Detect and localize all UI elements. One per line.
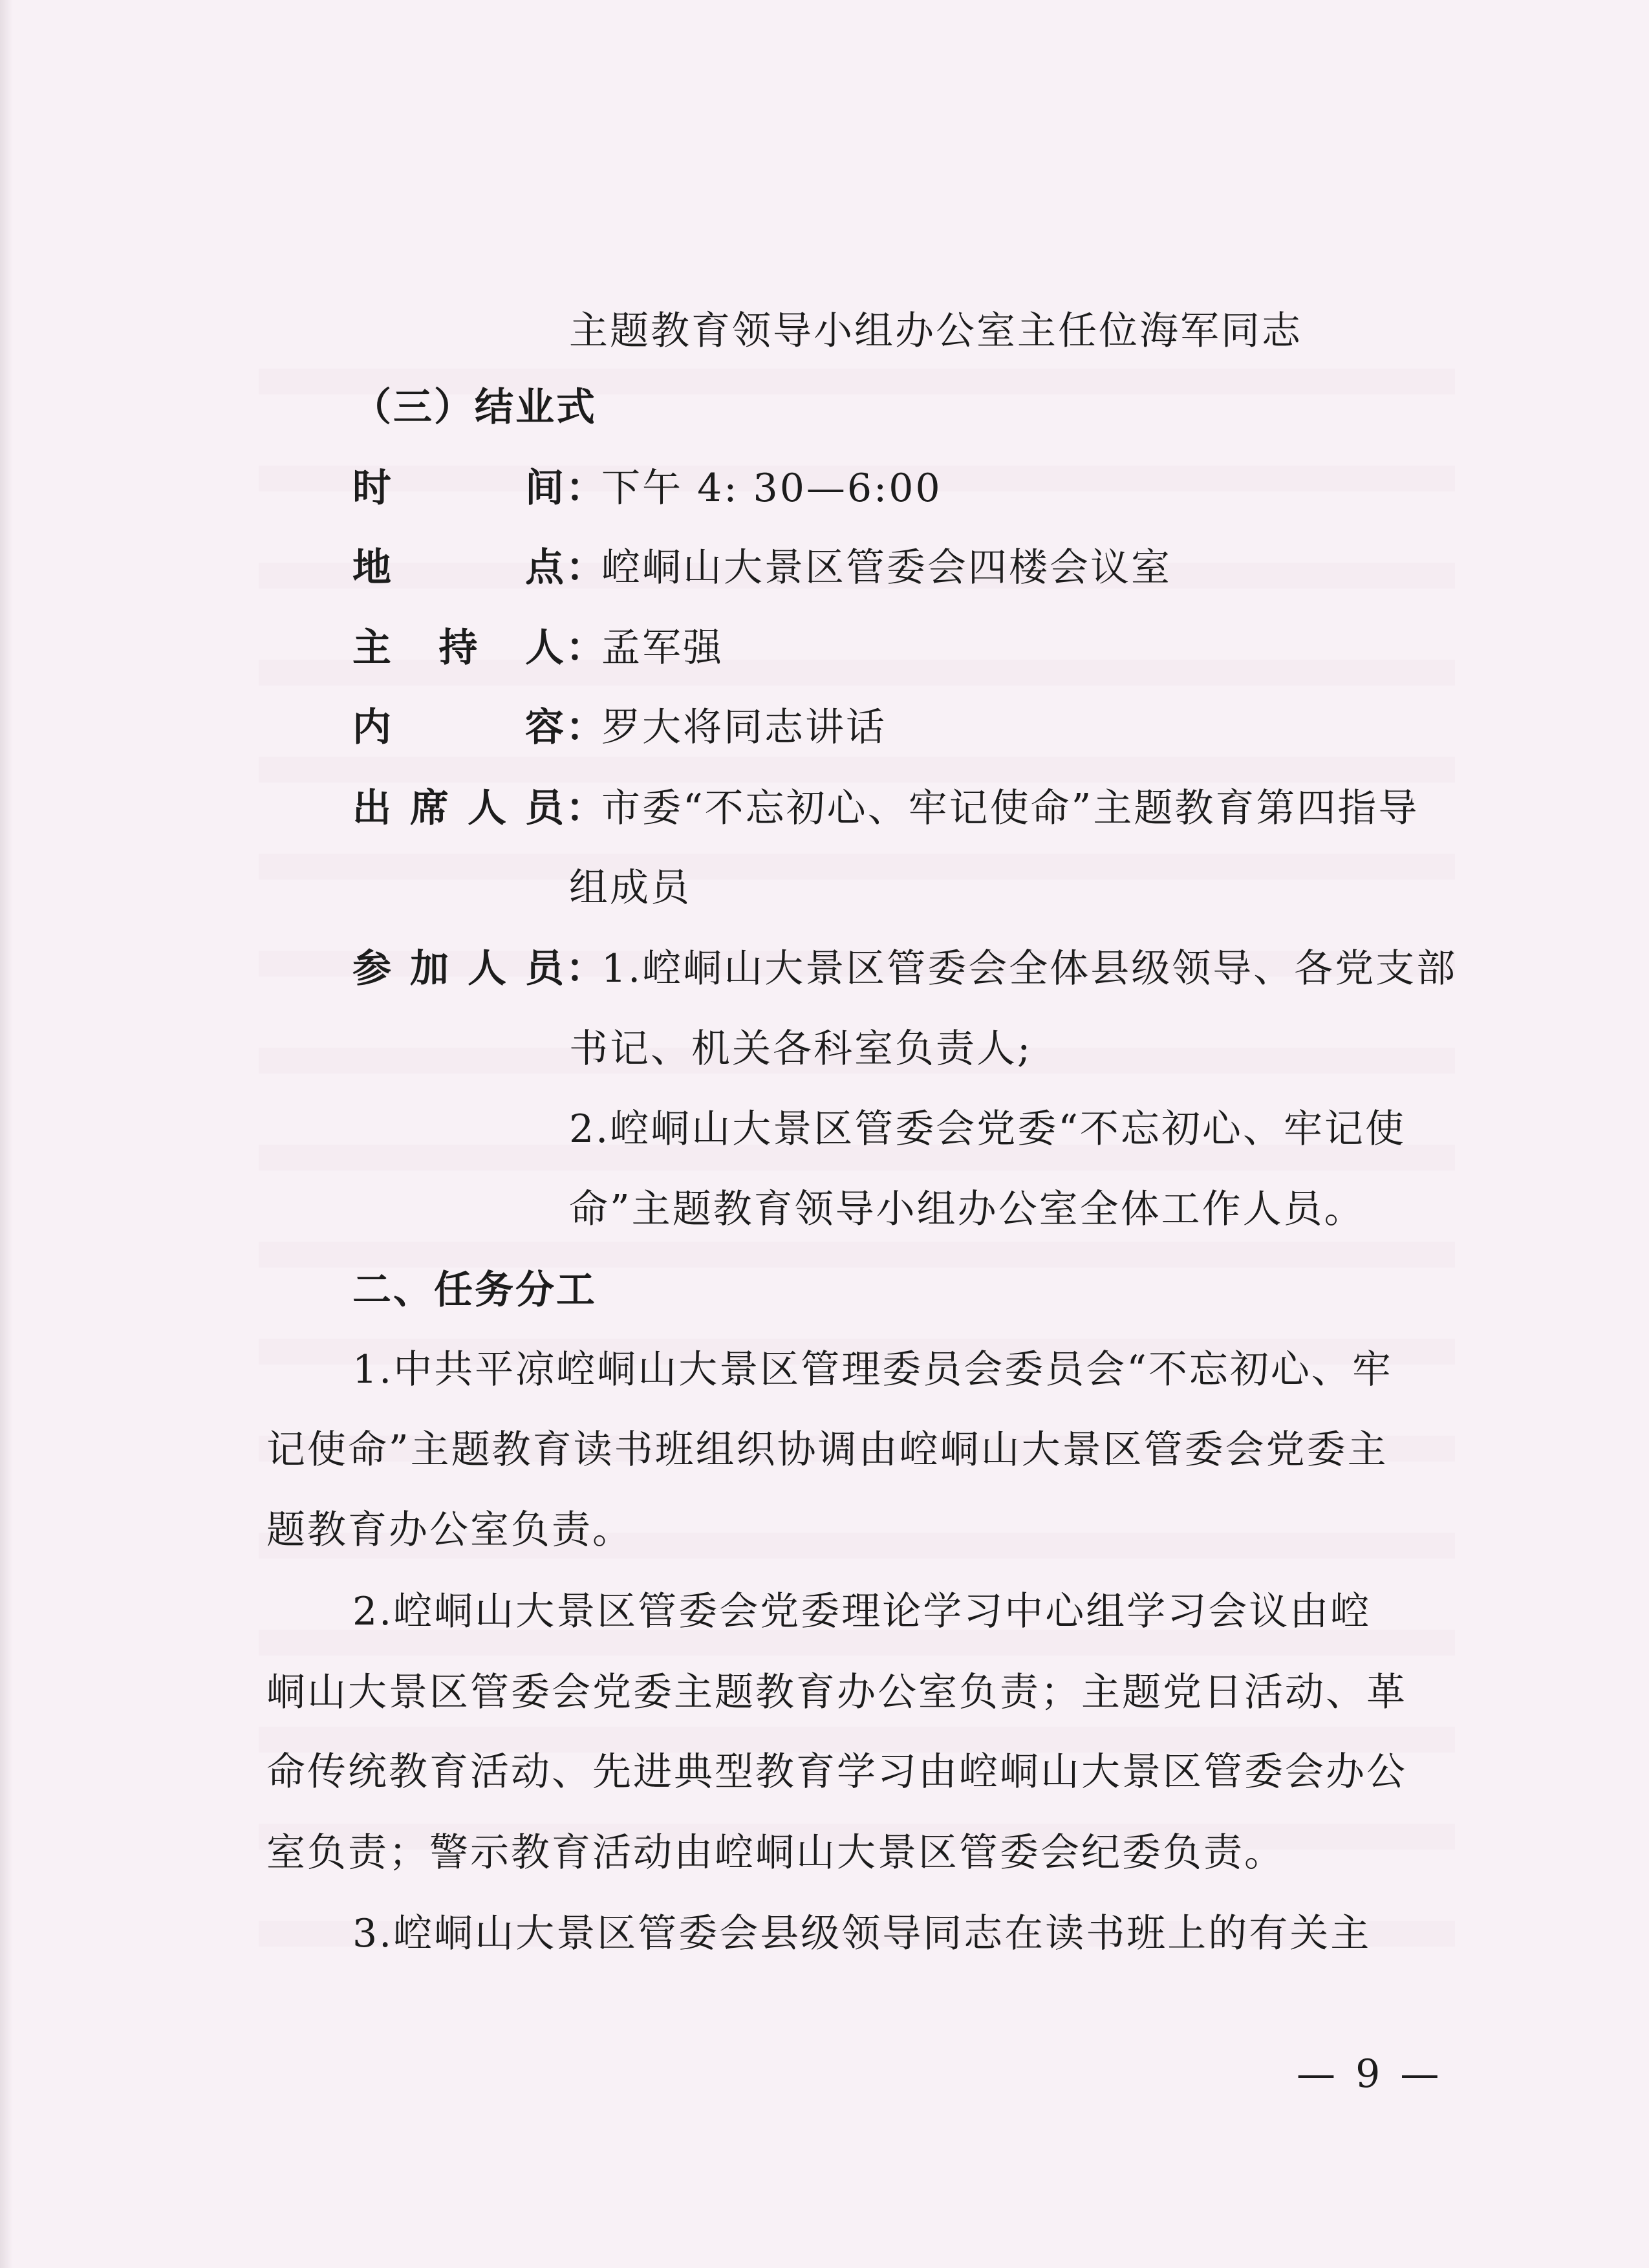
para1-line1: 1.中共平凉崆峒山大景区管理委员会委员会“不忘初心、牢 (352, 1347, 1393, 1392)
field-colon: ： (566, 705, 607, 750)
field-colon: ： (566, 545, 607, 590)
field-colon: ： (566, 786, 607, 831)
field-place-label: 地点 (352, 545, 566, 590)
para2-line4: 室负责；警示教育活动由崆峒山大景区管委会纪委负责。 (266, 1830, 1285, 1875)
para2-line1: 2.崆峒山大景区管委会党委理论学习中心组学习会议由崆 (352, 1589, 1372, 1634)
field-attendees (352, 783, 1419, 834)
field-host (352, 622, 724, 674)
field-time-value: 下午 4: 30—6:00 (601, 466, 942, 511)
section-heading-division: 二、任务分工 (352, 1268, 597, 1313)
para1-line3: 题教育办公室负责。 (266, 1507, 633, 1553)
field-place (352, 542, 1172, 594)
field-time-label: 时间 (352, 466, 566, 511)
field-content (352, 702, 887, 753)
para3-line1: 3.崆峒山大景区管委会县级领导同志在读书班上的有关主 (352, 1911, 1372, 1956)
field-participants (352, 943, 1457, 995)
field-participants-label: 参加人员 (352, 946, 566, 991)
para1-line2: 记使命”主题教育读书班组织协调由崆峒山大景区管委会党委主 (266, 1427, 1388, 1473)
field-time (352, 462, 942, 514)
field-participants-item2-line1: 2.崆峒山大景区管委会党委“不忘初心、牢记使 (569, 1107, 1406, 1152)
top-line: 主题教育领导小组办公室主任位海军同志 (569, 308, 1302, 354)
field-place-value: 崆峒山大景区管委会四楼会议室 (601, 545, 1172, 590)
field-colon: ： (566, 625, 607, 671)
field-host-label: 主持人 (352, 625, 566, 671)
field-content-value: 罗大将同志讲话 (601, 705, 887, 750)
para2-line2: 峒山大景区管委会党委主题教育办公室负责；主题党日活动、革 (266, 1670, 1407, 1715)
scan-edge-shadow (0, 0, 13, 2268)
page-number: — 9 — (1297, 2051, 1443, 2097)
field-colon: ： (566, 466, 607, 511)
field-participants-item1-line1: 1.崆峒山大景区管委会全体县级领导、各党支部 (601, 946, 1458, 991)
field-attendees-label: 出席人员 (352, 786, 566, 831)
field-content-label: 内容 (352, 705, 566, 750)
field-participants-item2-line2: 命”主题教育领导小组办公室全体工作人员。 (569, 1187, 1365, 1232)
field-participants-item1-line2: 书记、机关各科室负责人; (569, 1026, 1033, 1072)
field-colon: ： (566, 946, 607, 991)
section-heading-closing: （三）结业式 (352, 385, 597, 430)
field-host-value: 孟军强 (601, 625, 724, 671)
para2-line3: 命传统教育活动、先进典型教育学习由崆峒山大景区管委会办公 (266, 1749, 1407, 1795)
field-attendees-value-line1: 市委“不忘初心、牢记使命”主题教育第四指导 (601, 786, 1419, 831)
field-attendees-value-line2: 组成员 (569, 865, 691, 911)
